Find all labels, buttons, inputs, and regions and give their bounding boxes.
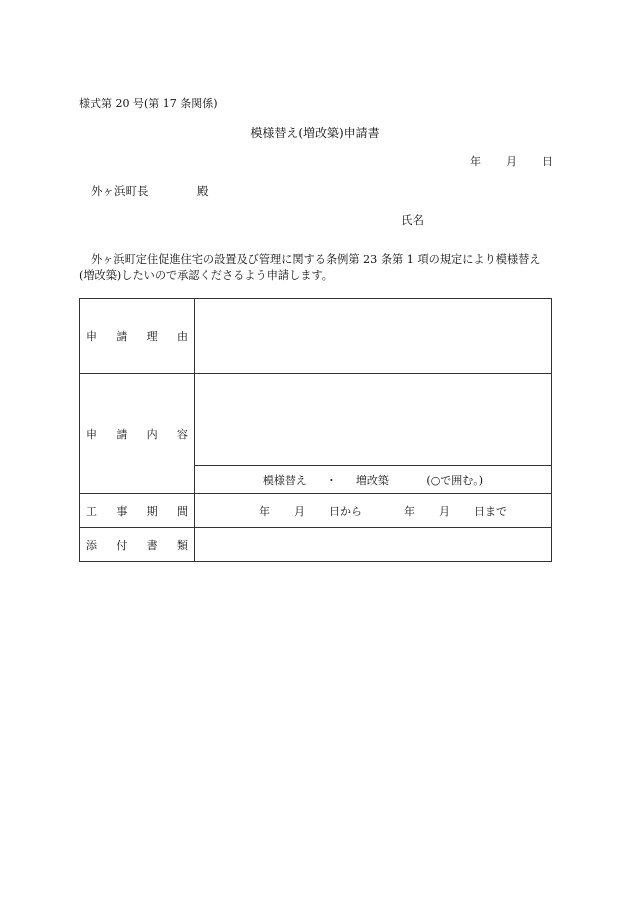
application-statement: 外ヶ浜町定住促進住宅の設置及び管理に関する条例第 23 条第 1 項の規定により模様替え(増改築)したいので承認くださるよう申請します。 [79, 253, 541, 282]
period-label-cell [80, 494, 195, 528]
reason-row [80, 299, 552, 374]
period-values [195, 503, 551, 519]
period-end-day: 日まで [474, 504, 507, 518]
period-start-year: 年 [259, 504, 270, 518]
attachment-field[interactable] [195, 528, 552, 562]
choice-extension[interactable]: 増改築 [355, 473, 389, 487]
date-day-label: 日 [542, 155, 553, 168]
reason-label-cell [80, 299, 195, 374]
reason-label: 申 請 理 由 [86, 330, 188, 343]
period-label: 工 事 期 間 [86, 504, 188, 518]
attachment-label-cell [80, 528, 195, 562]
period-row [80, 494, 552, 528]
form-title: 模様替え(増改築)申請書 [250, 126, 380, 140]
period-end-month: 月 [439, 504, 450, 518]
content-row [80, 374, 552, 466]
content-field[interactable] [195, 374, 552, 466]
addressee: 外ヶ浜町長 [91, 184, 149, 198]
attachment-row [80, 528, 552, 562]
attachment-label: 添 付 書 類 [86, 538, 188, 552]
form-number: 様式第 20 号(第 17 条関係) [79, 97, 218, 110]
application-table [79, 298, 552, 562]
reason-field[interactable] [195, 299, 552, 374]
work-type-choice[interactable] [195, 466, 552, 494]
date-year-label: 年 [470, 155, 481, 168]
choice-remodel[interactable]: 模様替え [262, 473, 307, 487]
applicant-name-label: 氏名 [401, 213, 424, 227]
period-end-year: 年 [404, 504, 415, 518]
date-line [470, 153, 553, 169]
content-label-cell [80, 374, 195, 494]
period-start-day: 日から [329, 504, 362, 518]
honorific: 殿 [197, 184, 209, 198]
period-field[interactable] [195, 494, 552, 528]
content-label: 申 請 内 容 [86, 427, 188, 441]
period-start-month: 月 [294, 504, 305, 518]
choice-separator: ・ [325, 473, 337, 487]
circle-instruction: (○で囲む。) [426, 473, 484, 487]
date-month-label: 月 [506, 155, 517, 168]
